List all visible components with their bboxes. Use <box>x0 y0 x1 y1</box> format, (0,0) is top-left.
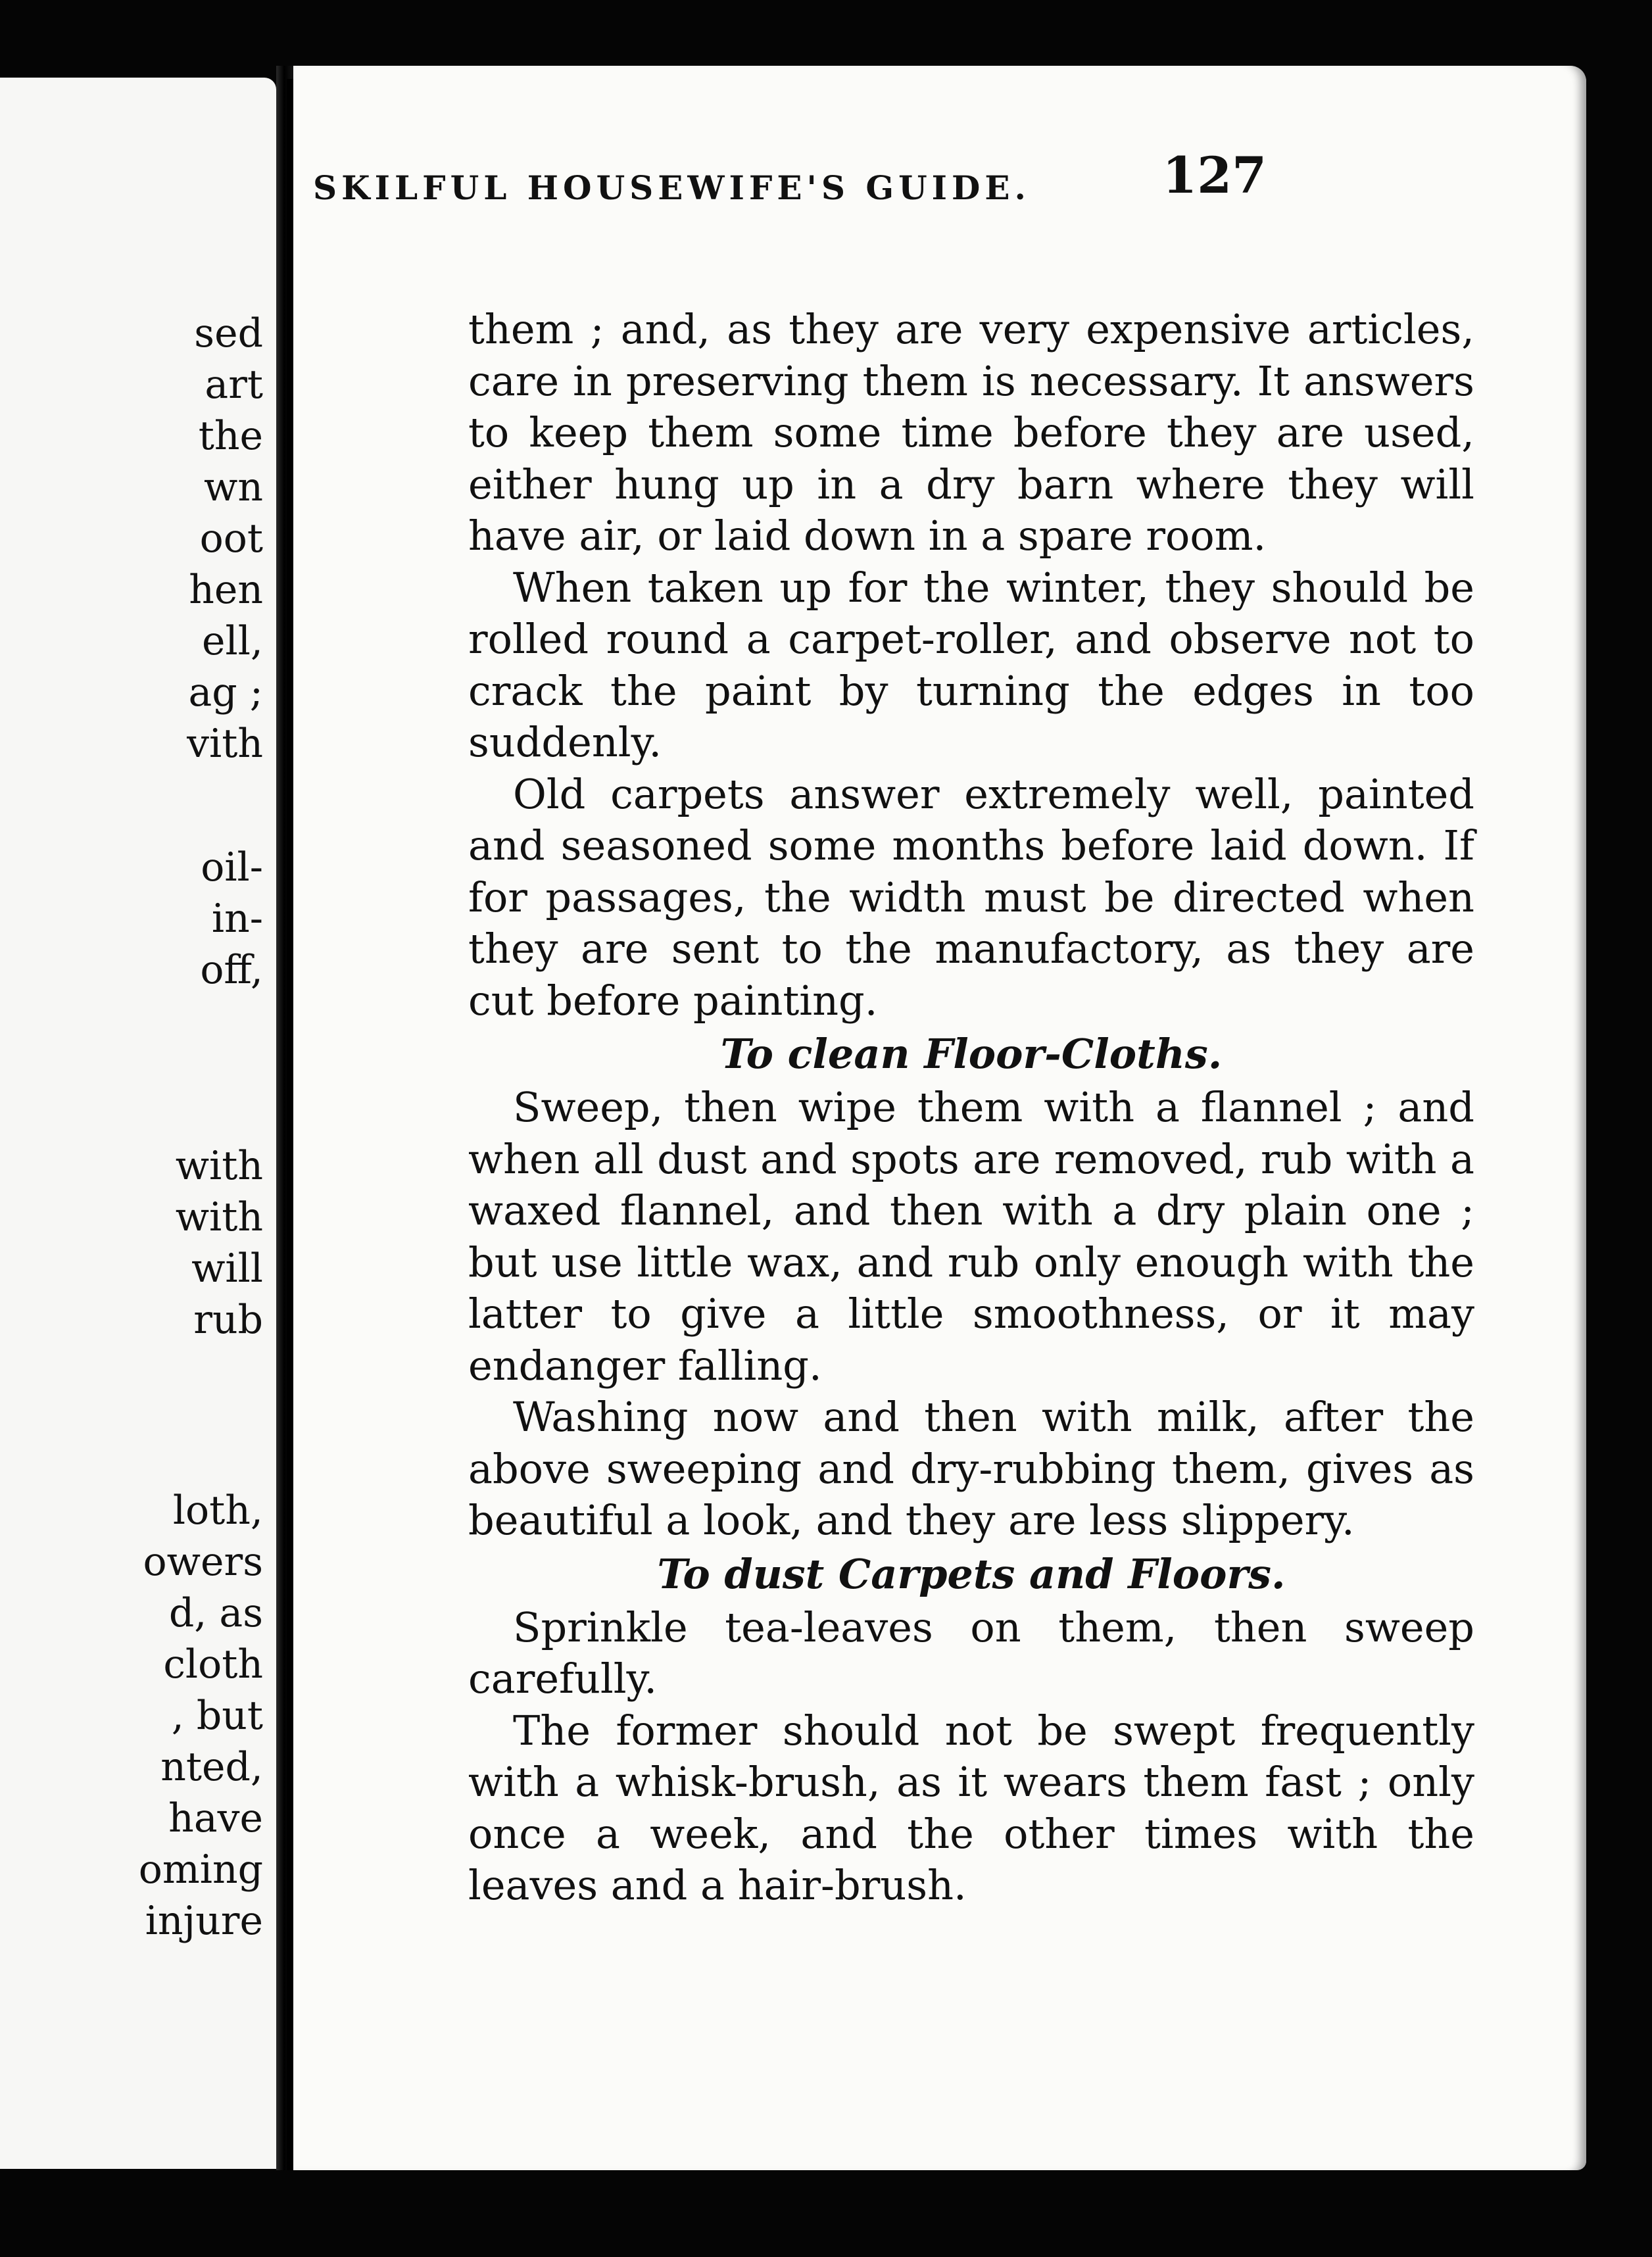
left-page-fragment: ag ; <box>188 669 263 716</box>
paragraph: them ; and, as they are very expensive articles, care in preserving them is necessary. It answers to keep them some time before they are used, either hung up in a dry barn where they will have air, or laid down in a spare room. <box>468 305 1474 560</box>
gutter-line <box>287 79 293 2170</box>
page-body <box>468 304 1474 1912</box>
section-heading: To dust Carpets and Floors. <box>657 1549 1286 1598</box>
left-page-fragment: wn <box>204 464 263 510</box>
left-page-fragment: sed <box>194 310 263 356</box>
paragraph: Washing now and then with milk, after the above sweeping and dry-rubbing them, gives as beautiful a look, and they are less slippery. <box>468 1393 1474 1544</box>
left-page-fragment: art <box>205 362 263 408</box>
left-page-fragment: , but <box>171 1693 263 1739</box>
left-page-fragment: oot <box>199 516 263 562</box>
left-page-fragment: oming <box>138 1847 263 1893</box>
left-page-fragment: in- <box>211 896 263 942</box>
left-page-fragment: oil- <box>201 844 263 890</box>
paragraph: When taken up for the winter, they should be rolled round a carpet-roller, and observe not to crack the paint by turning the edges in too suddenly. <box>468 563 1474 766</box>
left-page-fragment: vith <box>187 721 263 767</box>
section-heading: To clean Floor-Cloths. <box>720 1030 1223 1078</box>
left-page-fragment: ell, <box>202 618 263 664</box>
left-page-fragment: d, as <box>168 1590 263 1636</box>
running-head-title: SKILFUL HOUSEWIFE'S GUIDE. <box>313 168 1031 207</box>
paragraph: Sweep, then wipe them with a flannel ; and when all dust and spots are removed, rub with a waxed flannel, and then with a dry plain one ; but use little wax, and rub only enough with the latter to give a little smoothness, or it may endanger falling. <box>468 1083 1474 1390</box>
paragraph: Sprinkle tea-leaves on them, then sweep carefully. <box>468 1603 1474 1703</box>
paragraph: Old carpets answer extremely well, painted and seasoned some months before laid down. If for passages, the width must be directed when they are sent to the manufactory, as they are cut before painting. <box>468 769 1474 1025</box>
left-page <box>0 78 276 2169</box>
left-page-fragment: with <box>175 1194 263 1240</box>
left-page-fragment: nted, <box>160 1744 263 1790</box>
left-page-fragment: injure <box>145 1898 263 1944</box>
left-page-fragment: owers <box>143 1539 263 1585</box>
running-head <box>313 146 1267 218</box>
left-page-fragment: rub <box>193 1297 263 1343</box>
left-page-fragment: loth, <box>172 1488 263 1534</box>
left-page-fragment: cloth <box>163 1641 263 1687</box>
left-page-fragment: hen <box>189 567 263 613</box>
page-number: 127 <box>1162 146 1267 205</box>
left-page-fragment: have <box>168 1795 263 1841</box>
left-page-fragment: the <box>198 413 263 459</box>
paragraph: The former should not be swept frequently with a whisk-brush, as it wears them fast ; only once a week, and the other times with the leaves and a hair-brush. <box>468 1706 1474 1909</box>
left-page-fragment: with <box>175 1143 263 1189</box>
left-page-fragment: off, <box>200 947 263 993</box>
left-page-fragment: will <box>191 1246 263 1292</box>
